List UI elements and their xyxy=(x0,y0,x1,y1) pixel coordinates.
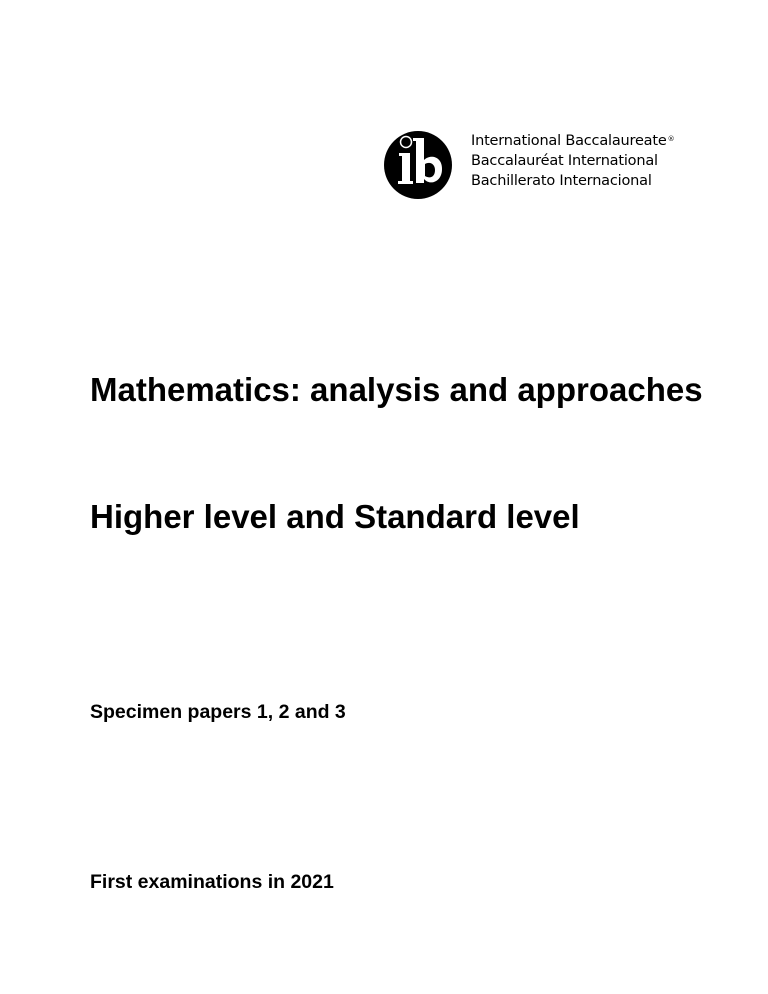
ib-logo-icon xyxy=(378,126,458,200)
registered-mark: ® xyxy=(667,135,675,143)
document-title: Mathematics: analysis and approaches xyxy=(90,371,703,408)
ib-name-french: Baccalauréat International xyxy=(471,153,658,169)
ib-name-english-text: International Baccalaureate xyxy=(471,133,667,149)
document-subtitle: Higher level and Standard level xyxy=(90,498,580,535)
specimen-papers-label: Specimen papers 1, 2 and 3 xyxy=(90,701,346,723)
ib-name-english xyxy=(471,131,674,151)
ib-logo-names xyxy=(471,131,674,191)
ib-logo xyxy=(378,126,678,202)
ib-name-spanish: Bachillerato Internacional xyxy=(471,173,652,189)
first-examinations-label: First examinations in 2021 xyxy=(90,871,334,893)
